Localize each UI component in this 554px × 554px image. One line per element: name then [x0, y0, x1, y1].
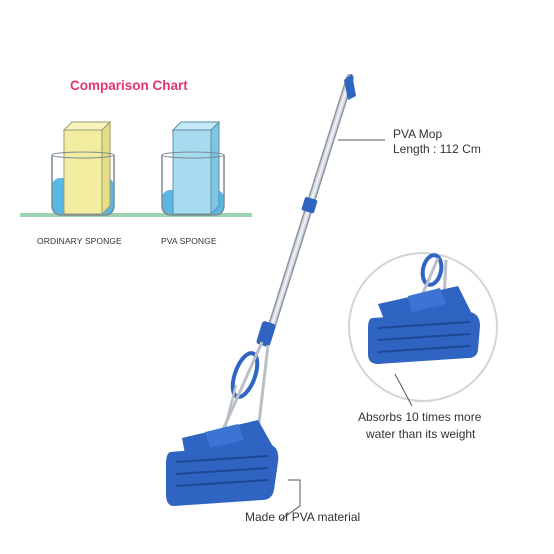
pva-sponge-glass — [162, 122, 224, 215]
pva-sponge-label: PVA SPONGE — [161, 236, 217, 246]
ordinary-sponge-label: ORDINARY SPONGE — [37, 236, 122, 246]
ordinary-sponge — [64, 130, 102, 214]
mop-head — [166, 342, 278, 506]
mop-length-label: Length : 112 Cm — [393, 142, 481, 156]
material-label: Made of PVA material — [245, 510, 361, 524]
mop-handle — [256, 74, 356, 348]
comparison-chart-title: Comparison Chart — [70, 78, 188, 93]
ordinary-sponge-glass — [52, 122, 114, 215]
mop-name-label: PVA Mop — [393, 127, 443, 141]
zoom-inset — [349, 253, 497, 401]
absorb-label-line2: water than its weight — [366, 427, 476, 441]
pva-sponge — [173, 130, 211, 214]
absorb-label-line1: Absorbs 10 times more — [358, 410, 482, 424]
